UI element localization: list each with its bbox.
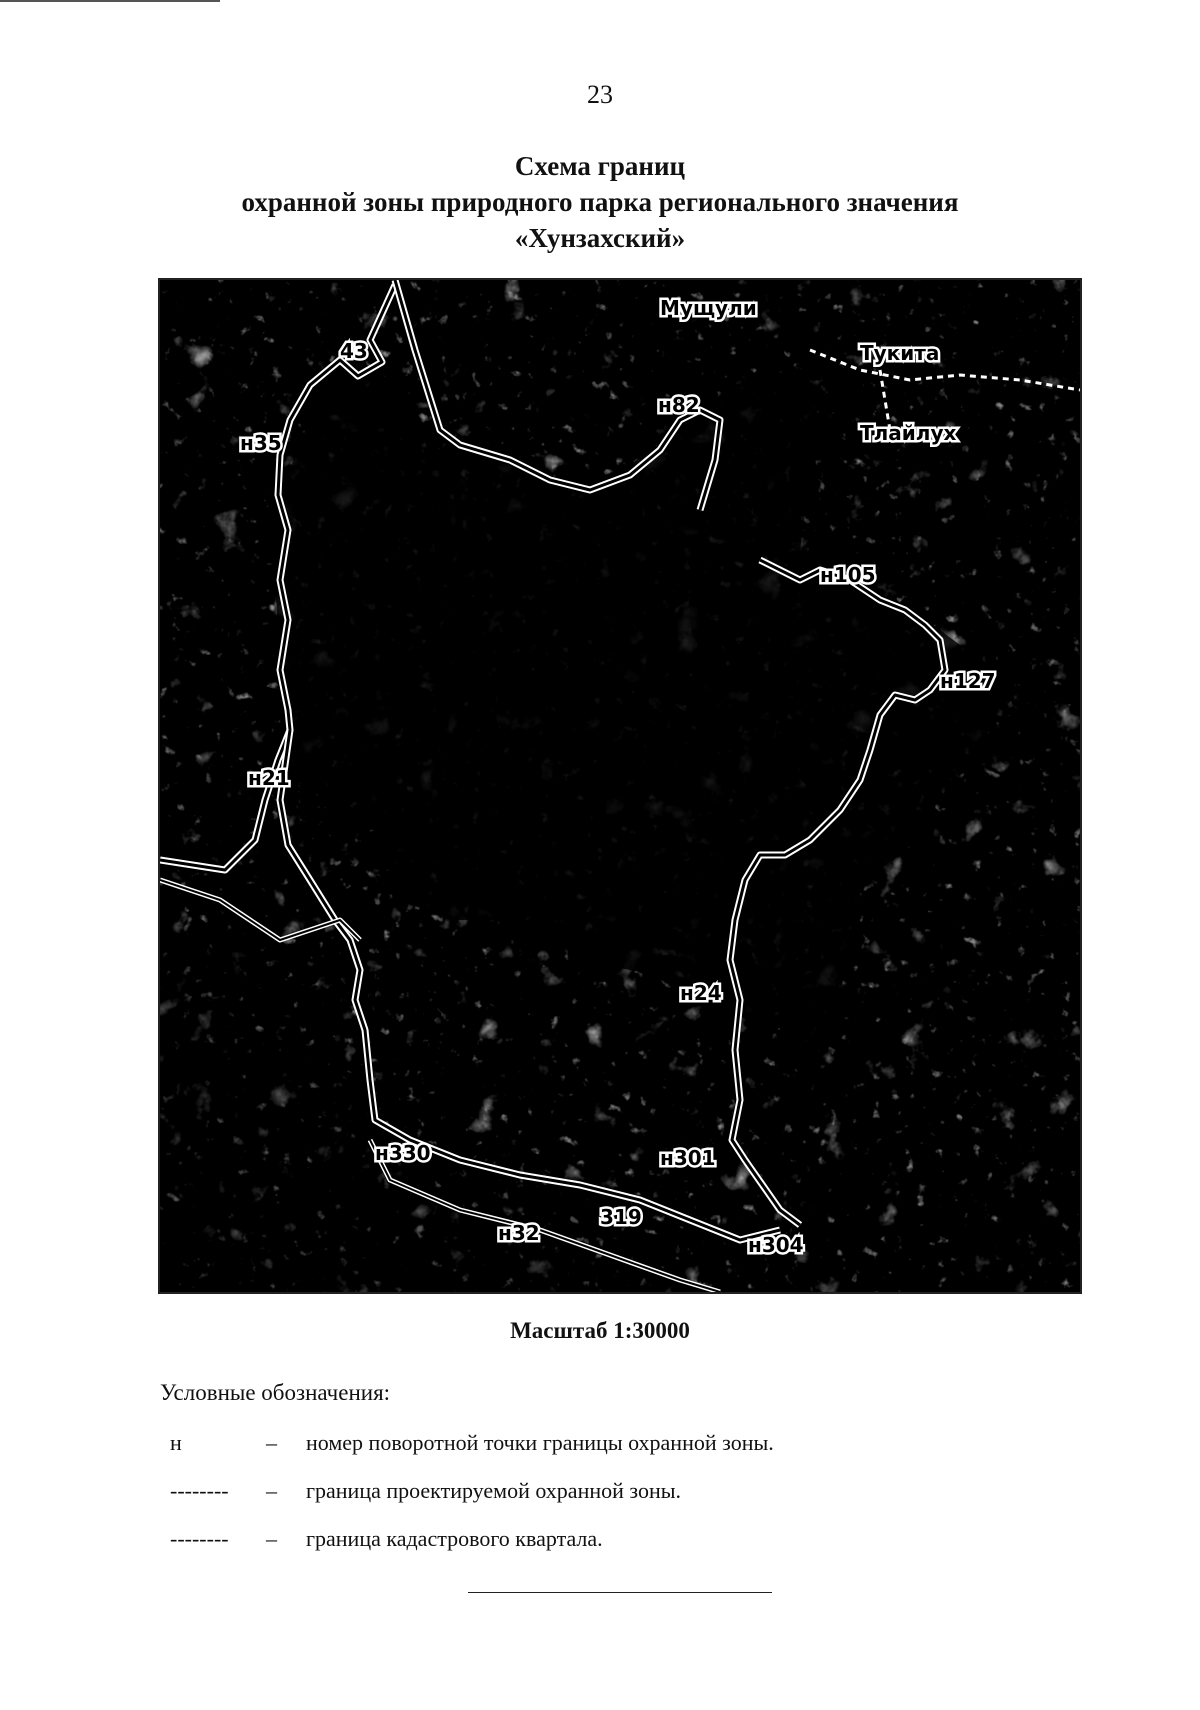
scan-edge-line [0,0,220,2]
point-label-n82: н82 [658,393,700,417]
point-label-n304: н304 [748,1233,804,1257]
legend-item-zone-boundary [160,1478,1060,1512]
settlement-label-tlailukh: Тлайлух [860,421,957,445]
page-number: 23 [587,80,613,109]
settlement-label-tukita: Тукита [860,341,940,365]
legend-dash: – [266,1478,277,1503]
legend-symbol: н [170,1430,182,1455]
point-label-n21: н21 [248,766,290,790]
legend-title: Условные обозначения: [160,1380,391,1405]
map-scale: Масштаб 1:30000 [510,1318,690,1343]
title-line-1: Схема границ [514,151,686,181]
point-label-n24: н24 [680,981,722,1005]
point-label-n301: н301 [660,1146,716,1170]
satellite-map [158,278,1082,1294]
footer-divider [468,1592,772,1593]
settlement-label-mushchuli: Мущули [660,296,757,320]
point-label-n32: н32 [498,1221,540,1245]
legend-description: граница кадастрового квартала. [306,1526,603,1551]
map-svg [160,280,1080,1292]
point-label-319: 319 [600,1205,642,1229]
point-label-43: 43 [340,339,368,363]
legend-item-cadastral-boundary [160,1526,1060,1560]
point-label-n35: н35 [240,431,282,455]
legend-item-turn-point [160,1430,1060,1464]
legend-description: граница проектируемой охранной зоны. [306,1478,681,1503]
legend-dash: – [266,1526,277,1551]
point-label-n330: н330 [375,1141,431,1165]
legend-dash: – [266,1430,277,1455]
legend-description: номер поворотной точки границы охранной зоны. [306,1430,774,1455]
title-line-2: охранной зоны природного парка регионального значения [241,187,959,217]
point-label-n105: н105 [820,563,876,587]
title-line-3: «Хунзахский» [514,223,686,253]
legend-symbol: -------- [170,1526,229,1551]
point-label-n127: н127 [940,669,996,693]
legend-symbol: -------- [170,1478,229,1503]
